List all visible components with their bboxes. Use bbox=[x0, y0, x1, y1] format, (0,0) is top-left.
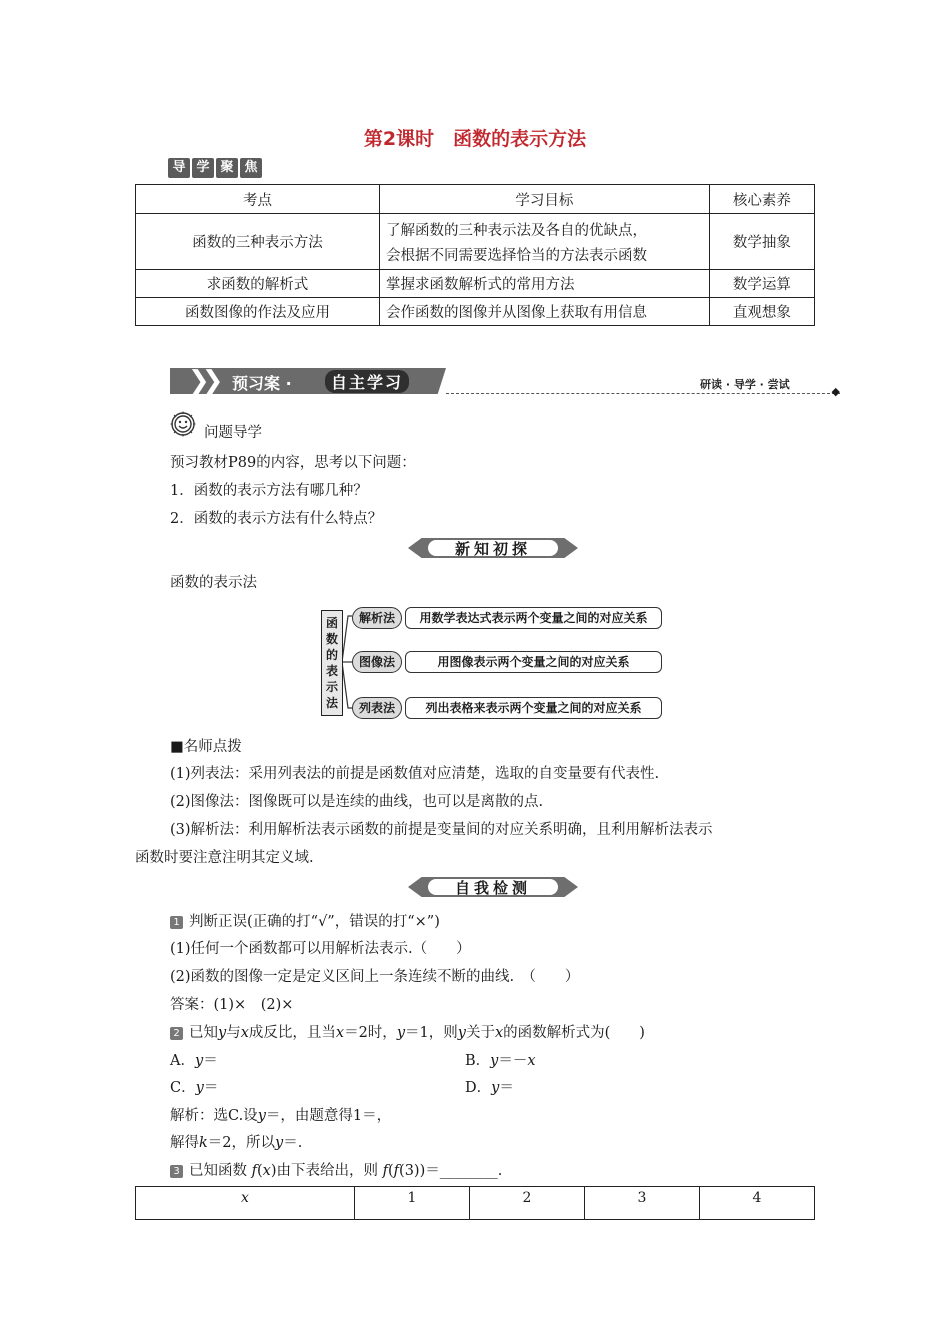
diagram-node: 列表法 bbox=[352, 697, 402, 719]
var-y: y bbox=[490, 1053, 499, 1069]
option-letter: B． bbox=[465, 1053, 491, 1069]
guide-label-char: 焦 bbox=[240, 158, 262, 178]
table-cell: 4 bbox=[700, 1187, 815, 1220]
var-x: x bbox=[240, 1025, 249, 1041]
guide-label bbox=[168, 158, 262, 178]
solution-text: 解得 bbox=[170, 1135, 199, 1151]
diagram-desc: 列出表格来表示两个变量之间的对应关系 bbox=[405, 697, 662, 719]
header-topic: 考点 bbox=[136, 185, 380, 214]
row-literacy: 数学运算 bbox=[709, 270, 814, 298]
tip-2: (2)图像法：图像既可以是连续的曲线，也可以是离散的点. bbox=[170, 794, 544, 810]
var-f: f bbox=[251, 1163, 257, 1179]
var-x: x bbox=[335, 1025, 345, 1041]
row-goal: 会作函数的图像并从图像上获取有用信息 bbox=[380, 298, 710, 326]
var-y: y bbox=[457, 1025, 466, 1041]
q1-number: 1 bbox=[170, 916, 183, 929]
var-y: y bbox=[396, 1025, 406, 1041]
q3-text: )由下表给出，则 bbox=[270, 1163, 379, 1179]
q3-text: (3))＝________. bbox=[399, 1163, 503, 1179]
table-header-x bbox=[136, 1187, 355, 1220]
equals: ＝－ bbox=[498, 1053, 528, 1069]
banner-divider bbox=[446, 393, 840, 394]
diagram-root bbox=[321, 610, 343, 716]
diagram-desc: 用数学表达式表示两个变量之间的对应关系 bbox=[405, 607, 662, 629]
q2-option-b bbox=[465, 1049, 536, 1070]
section-check-badge bbox=[408, 874, 578, 900]
row-topic: 求函数的解析式 bbox=[136, 270, 380, 298]
q1-stem-text: 判断正误(正确的打“√”，错误的打“×”) bbox=[189, 914, 440, 930]
goal-line: 会根据不同需要选择恰当的方法表示函数 bbox=[386, 247, 648, 264]
option-letter: A． bbox=[170, 1053, 195, 1069]
table-cell: 2 bbox=[470, 1187, 585, 1220]
tip-3-cont: 函数时要注意注明其定义域. bbox=[135, 850, 314, 866]
row-goal: 掌握求函数解析式的常用方法 bbox=[380, 270, 710, 298]
section-new-label: 新知初探 bbox=[454, 540, 531, 558]
chevron-icon: ❯❯ bbox=[188, 366, 216, 396]
row-topic: 函数的三种表示方法 bbox=[136, 214, 380, 270]
q3-stem: 3 已知函数 f(x)由下表给出，则 f(f(3))＝________. bbox=[170, 1159, 502, 1180]
diamond-icon: ◆ bbox=[831, 385, 840, 398]
diagram-root-label: 函数的表示法 bbox=[325, 616, 338, 710]
q2-solution-2 bbox=[170, 1131, 302, 1152]
function-table bbox=[135, 1186, 815, 1220]
intro-q2: 2．函数的表示方法有什么特点？ bbox=[170, 511, 383, 527]
tip-1: (1)列表法：采用列表法的前提是函数值对应清楚，选取的自变量要有代表性. bbox=[170, 766, 660, 782]
var-y: y bbox=[275, 1135, 284, 1151]
q2-solution-1 bbox=[170, 1104, 391, 1125]
q2-option-c bbox=[170, 1076, 218, 1097]
banner-tagline: 研读 · 导学 · 尝试 bbox=[700, 378, 790, 391]
var-y: y bbox=[218, 1025, 227, 1041]
q2-stem bbox=[170, 1021, 645, 1042]
q2-text: 的函数解析式为( ) bbox=[503, 1025, 645, 1041]
banner-left: 预习案 bbox=[232, 374, 281, 393]
goal-line: 了解函数的三种表示法及各自的优缺点， bbox=[386, 222, 648, 239]
q2-text: 成反比，且当 bbox=[248, 1025, 336, 1041]
equals: ＝ bbox=[203, 1080, 219, 1096]
option-letter: D． bbox=[465, 1080, 492, 1096]
row-topic: 函数图像的作法及应用 bbox=[136, 298, 380, 326]
q2-text: 与 bbox=[226, 1025, 241, 1041]
q1-answer: 答案：(1)× (2)× bbox=[170, 997, 294, 1013]
q2-number: 2 bbox=[170, 1027, 183, 1040]
diagram-desc: 用图像表示两个变量之间的对应关系 bbox=[405, 651, 662, 673]
guide-label-char: 聚 bbox=[216, 158, 238, 178]
q3-text: 已知函数 bbox=[189, 1163, 247, 1179]
section-banner bbox=[170, 366, 840, 396]
table-cell: 1 bbox=[355, 1187, 470, 1220]
q1-stem bbox=[170, 910, 440, 931]
var-x: x bbox=[527, 1053, 536, 1069]
var-y: y bbox=[257, 1108, 266, 1124]
var-y: y bbox=[491, 1080, 500, 1096]
var-x: x bbox=[241, 1190, 249, 1206]
q2-text: ＝2时， bbox=[344, 1025, 397, 1041]
solution-text: ＝2，所以 bbox=[207, 1135, 276, 1151]
intro-text: 预习教材P89的内容，思考以下问题： bbox=[170, 455, 416, 471]
section-check-label: 自我检测 bbox=[454, 879, 531, 897]
banner-title bbox=[232, 371, 292, 394]
var-k: k bbox=[199, 1135, 208, 1151]
smiley-icon bbox=[170, 411, 196, 437]
q3-number: 3 bbox=[170, 1165, 183, 1178]
diagram-node: 图像法 bbox=[352, 651, 402, 673]
q2-option-a bbox=[170, 1049, 218, 1070]
q1-b: (2)函数的图像一定是定义区间上一条连续不断的曲线. （ ） bbox=[170, 969, 580, 985]
q3-text: ( bbox=[256, 1163, 263, 1179]
header-goal: 学习目标 bbox=[380, 185, 710, 214]
var-y: y bbox=[195, 1080, 204, 1096]
banner-subtitle: 自主学习 bbox=[325, 370, 409, 393]
var-f: f bbox=[393, 1163, 400, 1179]
row-goal bbox=[380, 214, 710, 270]
page-title: 第2课时 函数的表示方法 bbox=[363, 128, 587, 150]
var-y: y bbox=[194, 1053, 204, 1069]
banner-dot: · bbox=[285, 374, 292, 393]
header-literacy: 核心素养 bbox=[709, 185, 814, 214]
solution-text: 解析：选C.设 bbox=[170, 1108, 258, 1124]
q1-a: (1)任何一个函数都可以用解析法表示.（ ） bbox=[170, 941, 471, 957]
q2-text: 已知 bbox=[189, 1025, 218, 1041]
q2-text: 关于 bbox=[465, 1025, 495, 1041]
var-x: x bbox=[494, 1025, 504, 1041]
q2-text: ＝1，则 bbox=[405, 1025, 458, 1041]
intro-q1: 1．函数的表示方法有哪几种？ bbox=[170, 483, 368, 499]
guide-label-char: 学 bbox=[192, 158, 214, 178]
option-letter: C． bbox=[170, 1080, 196, 1096]
tip-3: (3)解析法：利用解析法表示函数的前提是变量间的对应关系明确，且利用解析法表示 bbox=[170, 822, 713, 838]
goals-table bbox=[135, 184, 815, 326]
equals: ＝ bbox=[203, 1053, 218, 1069]
table-cell: 3 bbox=[585, 1187, 700, 1220]
var-x: x bbox=[262, 1163, 271, 1179]
intro-heading: 问题导学 bbox=[204, 425, 262, 441]
q2-option-d bbox=[465, 1076, 514, 1097]
diagram-node: 解析法 bbox=[352, 607, 402, 629]
methods-heading: 函数的表示法 bbox=[170, 575, 257, 591]
section-new-badge bbox=[408, 535, 578, 561]
equals: ＝ bbox=[499, 1080, 514, 1096]
tips-heading: ■名师点拨 bbox=[170, 739, 242, 755]
row-literacy: 数学抽象 bbox=[709, 214, 814, 270]
row-literacy: 直观想象 bbox=[709, 298, 814, 326]
solution-text: ＝. bbox=[283, 1135, 303, 1151]
solution-text: ＝，由题意得1＝， bbox=[265, 1108, 392, 1124]
guide-label-char: 导 bbox=[168, 158, 190, 178]
var-f: f bbox=[382, 1163, 388, 1179]
